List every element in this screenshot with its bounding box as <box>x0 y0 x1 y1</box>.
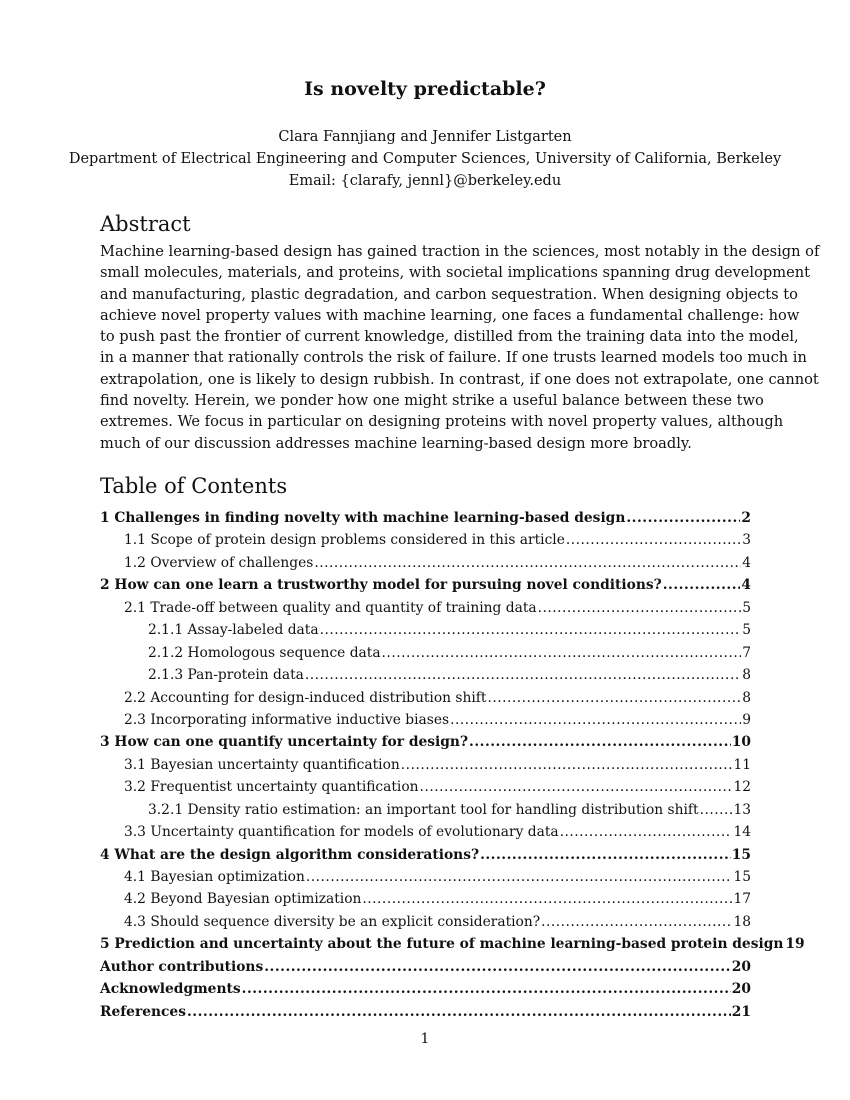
table-of-contents <box>100 507 805 1023</box>
toc-entry-title: 1.2 Overview of challenges <box>124 554 314 571</box>
toc-entry-title: 1.1 Scope of protein design problems considered in this article <box>124 532 565 549</box>
toc-dot-leader <box>320 619 742 641</box>
toc-entry[interactable] <box>100 709 751 731</box>
toc-entry-title: 3.1 Bayesian uncertainty quantification <box>124 756 400 773</box>
toc-dot-leader <box>314 552 741 574</box>
toc-entry-page: 4 <box>741 577 751 594</box>
toc-dot-leader <box>469 731 731 753</box>
abstract-line: small molecules, materials, and proteins, with societal implications spanning drug development <box>100 264 810 282</box>
toc-dot-leader <box>566 529 741 551</box>
toc-entry[interactable] <box>100 754 751 776</box>
abstract-line: in a manner that rationally controls the risk of failure. If one trusts learned models too much in <box>100 349 807 367</box>
toc-dot-leader <box>242 978 731 1000</box>
toc-entry[interactable] <box>100 776 751 798</box>
toc-entry-page: 5 <box>742 622 751 639</box>
abstract-line: extrapolation, one is likely to design rubbish. In contrast, if one does not extrapolate, one cannot <box>100 370 819 388</box>
toc-entry-title: 4.2 Beyond Bayesian optimization <box>124 891 362 908</box>
author-email: Email: {clarafy, jennl}@berkeley.edu <box>288 173 562 189</box>
toc-entry-title: 2.1 Trade-off between quality and quantity of training data <box>124 599 537 616</box>
toc-entry[interactable] <box>100 731 751 753</box>
toc-entry-title: Acknowledgments <box>100 981 241 998</box>
toc-entry-title: References <box>100 1003 186 1020</box>
toc-dot-leader <box>305 664 741 686</box>
toc-entry-title: 2 How can one learn a trustworthy model for pursuing novel conditions? <box>100 577 662 594</box>
toc-entry-title: 4 What are the design algorithm considerations? <box>100 846 480 863</box>
toc-entry-page: 2 <box>741 510 751 526</box>
abstract-line: to push past the frontier of current knowledge, distilled from the training data into the model, <box>100 328 799 346</box>
toc-dot-leader <box>382 642 742 664</box>
toc-entry[interactable] <box>100 642 751 664</box>
toc-entry[interactable] <box>100 956 751 978</box>
toc-entry-title: 5 Prediction and uncertainty about the future of machine learning-based protein design <box>100 936 784 953</box>
toc-entry[interactable] <box>100 911 751 933</box>
toc-entry-page: 11 <box>733 756 751 773</box>
toc-entry-page: 21 <box>731 1003 751 1020</box>
toc-entry[interactable] <box>100 1001 751 1023</box>
paper-title: Is novelty predictable? <box>304 78 546 100</box>
toc-heading: Table of Contents <box>100 474 288 498</box>
toc-entry[interactable] <box>100 552 751 574</box>
abstract-line: much of our discussion addresses machine learning-based design more broadly. <box>100 434 692 452</box>
toc-entry-page: 10 <box>731 734 751 751</box>
abstract-heading: Abstract <box>100 212 191 236</box>
toc-dot-leader <box>401 754 733 776</box>
abstract-line: extremes. We focus in particular on designing proteins with novel property values, although <box>100 413 784 431</box>
toc-entry-title: 4.1 Bayesian optimization <box>124 869 305 885</box>
toc-entry-title: 2.1.2 Homologous sequence data <box>148 644 381 661</box>
toc-entry[interactable] <box>100 866 751 888</box>
toc-entry[interactable] <box>100 597 751 619</box>
toc-entry-page: 8 <box>742 689 751 706</box>
toc-entry-page: 19 <box>785 936 805 953</box>
toc-dot-leader <box>541 911 732 933</box>
toc-dot-leader <box>420 776 733 798</box>
abstract-line: and manufacturing, plastic degradation, and carbon sequestration. When designing objects to <box>100 285 798 303</box>
toc-entry-page: 15 <box>733 869 751 885</box>
toc-entry-title: 2.3 Incorporating informative inductive biases <box>124 711 450 728</box>
toc-entry[interactable] <box>100 978 751 1000</box>
toc-dot-leader <box>538 597 742 619</box>
toc-entry-page: 17 <box>733 891 751 908</box>
toc-entry-page: 18 <box>733 913 751 930</box>
toc-entry-page: 20 <box>731 958 751 975</box>
toc-entry[interactable] <box>100 933 805 955</box>
abstract-body <box>100 241 820 454</box>
toc-entry-page: 3 <box>742 532 751 549</box>
toc-entry-title: 2.2 Accounting for design-induced distribution shift <box>124 689 487 706</box>
toc-dot-leader <box>480 844 731 866</box>
abstract-line: Machine learning-based design has gained traction in the sciences, most notably in the design of <box>100 243 820 260</box>
author-names: Clara Fannjiang and Jennifer Listgarten <box>278 129 572 145</box>
toc-entry-page: 12 <box>733 779 751 796</box>
toc-entry[interactable] <box>100 687 751 709</box>
toc-entry-title: 4.3 Should sequence diversity be an explicit consideration? <box>124 913 541 930</box>
page-number: 1 <box>420 1031 430 1047</box>
toc-entry-title: 2.1.1 Assay-labeled data <box>148 622 319 639</box>
toc-entry-page: 9 <box>742 711 751 728</box>
toc-entry-title: 3.2.1 Density ratio estimation: an important tool for handling distribution shift <box>148 801 699 818</box>
toc-entry-title: 3.3 Uncertainty quantification for models of evolutionary data <box>124 824 559 841</box>
toc-entry[interactable] <box>100 507 751 529</box>
toc-entry[interactable] <box>100 529 751 551</box>
toc-dot-leader <box>626 507 740 529</box>
toc-entry-page: 20 <box>731 981 751 998</box>
toc-dot-leader <box>663 574 741 596</box>
toc-entry-title: Author contributions <box>100 958 264 975</box>
toc-entry[interactable] <box>100 664 751 686</box>
toc-dot-leader <box>362 888 732 910</box>
toc-entry-page: 13 <box>733 801 751 818</box>
toc-entry-page: 8 <box>742 667 751 684</box>
toc-dot-leader <box>560 821 733 843</box>
toc-dot-leader <box>306 866 733 888</box>
toc-dot-leader <box>187 1001 731 1023</box>
toc-entry-title: 1 Challenges in finding novelty with machine learning-based design <box>100 510 626 526</box>
toc-entry-page: 5 <box>742 599 751 616</box>
toc-entry[interactable] <box>100 821 751 843</box>
toc-entry-title: 3 How can one quantify uncertainty for design? <box>100 734 469 751</box>
toc-entry[interactable] <box>100 888 751 910</box>
toc-dot-leader <box>487 687 741 709</box>
author-affiliation: Department of Electrical Engineering and Computer Sciences, University of California, Berkeley <box>68 151 782 167</box>
toc-entry-page: 7 <box>742 644 751 661</box>
toc-dot-leader <box>450 709 741 731</box>
toc-dot-leader <box>700 799 733 821</box>
toc-entry[interactable] <box>100 799 751 821</box>
toc-entry-title: 2.1.3 Pan-protein data <box>148 667 304 684</box>
toc-dot-leader <box>264 956 731 978</box>
abstract-line: find novelty. Herein, we ponder how one might strike a useful balance between these two <box>100 392 764 410</box>
toc-entry[interactable] <box>100 619 751 641</box>
toc-entry-title: 3.2 Frequentist uncertainty quantification <box>124 779 419 796</box>
toc-entry-page: 14 <box>733 824 751 841</box>
toc-entry-page: 4 <box>742 554 751 571</box>
toc-entry[interactable] <box>100 844 751 866</box>
abstract-line: achieve novel property values with machine learning, one faces a fundamental challenge: how <box>100 306 800 324</box>
toc-entry[interactable] <box>100 574 751 596</box>
toc-entry-page: 15 <box>731 846 751 863</box>
